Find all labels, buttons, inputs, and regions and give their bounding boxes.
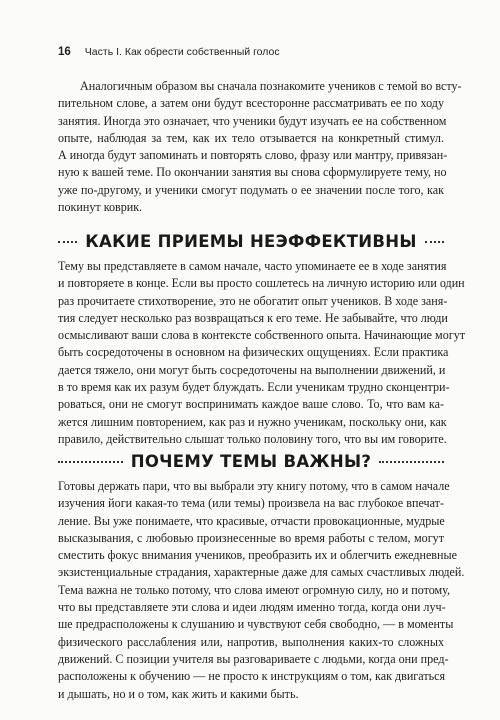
why-themes-paragraph bbox=[58, 478, 465, 703]
text-line: расположены к обучению — не просто к инструкциям о том, как двигаться bbox=[58, 669, 446, 684]
text-line: опыте, наблюдая за тем, как их тело отзывается на конкретный стимул. bbox=[58, 130, 444, 145]
text-line: Тему вы представляете в самом начале, часто упоминаете ее в ходе занятия bbox=[58, 259, 447, 273]
text-line: изучения йоги какая-то тема (или темы) произвела на вас глубокое впечат- bbox=[58, 496, 444, 511]
text-line: сместить фокус внимания учеников, преобразить их и облегчить ежедневные bbox=[58, 548, 457, 563]
text-line: ление. Вы уже понимаете, что красивые, отчасти провокационные, мудрые bbox=[58, 513, 445, 528]
text-line: что вы представляете эти слова и идеи людям именно тогда, когда они луч- bbox=[58, 600, 446, 615]
heading-dots-right bbox=[425, 241, 444, 243]
running-header bbox=[58, 46, 280, 58]
text-line: ше предрасположены к слушанию и чувствуют себя свободно, — в моменты bbox=[58, 617, 454, 632]
section-heading-why-themes bbox=[58, 452, 444, 471]
text-line: А иногда будут запоминать и повторять слово, фразу или мантру, привязан- bbox=[58, 148, 448, 163]
text-line: дается тяжело, они могут быть сосредоточены на выполнении движений, и bbox=[58, 362, 446, 377]
section-heading-ineffective bbox=[58, 232, 444, 251]
heading-ineffective-text: КАКИЕ ПРИЕМЫ НЕЭФФЕКТИВНЫ bbox=[85, 232, 417, 251]
text-line: занятия. Иногда это означает, что ученики будут изучать ее на собственном bbox=[58, 113, 447, 128]
text-line: тия следует несколько раз возвращаться к его теме. Не забывайте, что люди bbox=[58, 310, 448, 325]
text-line: раз прочитаете стихотворение, это не обогатит опыт учеников. В ходе заня- bbox=[58, 293, 448, 308]
text-line: быть сосредоточены в основном на физических ощущениях. Если практика bbox=[58, 345, 449, 360]
text-line: ную к вашей теме. По окончании занятия вы снова сформулируете тему, но bbox=[58, 165, 447, 180]
text-line: уже по-другому, и ученики смогут подумать о ее значении после того, как bbox=[58, 182, 444, 197]
heading-dots-right bbox=[379, 461, 444, 463]
text-line: движений. С позиции учителя вы разговариваете с людьми, когда они пред- bbox=[58, 651, 449, 666]
heading-why-themes-text: ПОЧЕМУ ТЕМЫ ВАЖНЫ? bbox=[130, 452, 372, 471]
intro-paragraph bbox=[58, 78, 462, 216]
text-line: роваться, они не смогут воспринимать каждое ваше слово. То, что вам ка- bbox=[58, 397, 444, 412]
text-line: и повторяете в конце. Если вы просто сошлетесь на личную историю или один bbox=[58, 276, 465, 291]
text-line: правило, действительно слышат только половину того, что вы им говорите. bbox=[58, 431, 447, 446]
text-line: осмысливают ваши слова в контексте собственного опыта. Начинающие могут bbox=[58, 328, 466, 343]
text-line: Аналогичным образом вы сначала познакомите учеников с темой во всту- bbox=[80, 79, 462, 93]
text-line: высказывания, с любовью произнесенные во время работы с телом, могут bbox=[58, 530, 444, 545]
page-number: 16 bbox=[58, 46, 71, 58]
text-line: экзистенциальные страдания, характерные даже для самых счастливых людей. bbox=[58, 565, 465, 580]
heading-dots-left bbox=[58, 461, 123, 463]
text-line: жется лишним повторением, как раз и нужно ученикам, поскольку они, как bbox=[58, 414, 447, 429]
running-title: Часть I. Как обрести собственный голос bbox=[84, 46, 280, 58]
text-line: покинут коврик. bbox=[58, 200, 143, 215]
text-line: физического расслабления или, напротив, выполнения каких-то сложных bbox=[58, 634, 444, 649]
heading-dots-left bbox=[58, 241, 77, 243]
text-line: Готовы держать пари, что вы выбрали эту книгу потому, что в самом начале bbox=[58, 479, 450, 493]
text-line: и дышать, но и о том, как жить и какими быть. bbox=[58, 686, 299, 701]
text-line: в то время как их разум будет блуждать. Если ученикам трудно сконцентри- bbox=[58, 380, 450, 395]
text-line: пительном слове, а затем они будут всесторонне рассматривать ее по ходу bbox=[58, 96, 444, 111]
text-line: Тема важна не только потому, что слова имеют огромную силу, но и потому, bbox=[58, 582, 451, 597]
ineffective-paragraph bbox=[58, 258, 466, 448]
